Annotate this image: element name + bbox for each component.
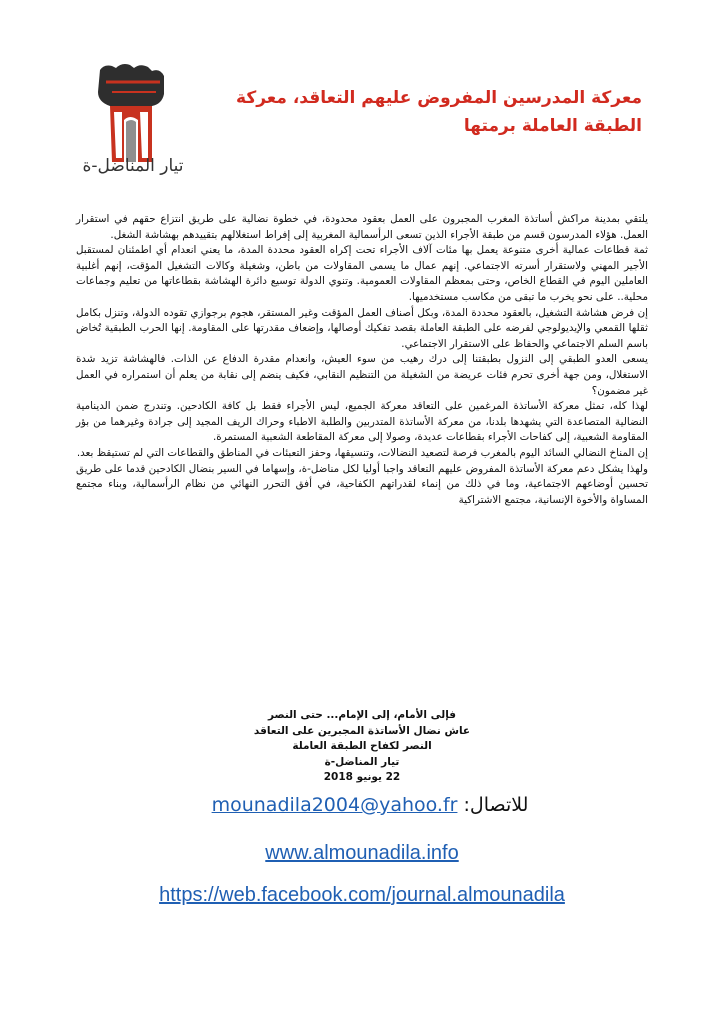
date: 22 يونيو 2018 (323, 771, 401, 783)
logo-caption: تيار المناضل-ة (82, 156, 184, 176)
paragraph: يلتقي بمدينة مراكش أساتذة المغرب المجبرون على العمل بعقود محدودة، في خطوة نضالية على طريق انتزاع حقهم في استقرار العمل. هؤلاء المدرسون قسم من طبقة الأجراء الذين تسعى الرأسمالية المغربية إلى إفراط استغلالهم بتقييدهم بهشاشة الشغل. (76, 213, 648, 241)
signature: تيار المناضل-ة (324, 755, 400, 768)
slogan-line: عاش نضال الأساتذة المجبرين على التعاقد (253, 724, 471, 737)
email-link[interactable]: mounadila2004@yahoo.fr (211, 794, 458, 816)
paragraph: إن فرض هشاشة التشغيل، بالعقود محددة المدة، وبكل أصناف العمل المؤقت وغير المستقر، هجوم برجوازي تقوده الدولة، وتنزل بكامل ثقلها القمعي والإيديولوجي لفرضه على الطبقة العاملة بقصد تفكيك أوصالها، وإضعاف مقدرتها على المقاومة. إنها الحرب الطبقية تُخاض باسم السلم الاجتماعي والحفاظ على الاستقرار الاجتماعي. (76, 306, 648, 350)
contact-label: للاتصال: (463, 794, 529, 816)
slogan-line: النصر لكفاح الطبقة العاملة (292, 740, 432, 752)
paragraph: لهذا كله، تمثل معركة الأساتذة المرغمين على التعاقد معركة الجميع، ليس الأجراء فقط بل كافة الكادحين. وتندرج ضمن الدينامية النضالية المتصاعدة التي يشهدها بلدنا، من معركة الأساتذة المتدربين والطلبة الاطباء وحراك الريف المجيد إلى جرادة وغيرهما من بؤر المقاومة الشعبية، إلى كفاحات الأجراء بقطاعات عديدة، وصولا إلى معركة المقاطعة الشعبية المستمرة. (76, 400, 648, 444)
page-title: معركة المدرسين المفروض عليهم التعاقد، معركة الطبقة العاملة برمتها (236, 88, 642, 136)
closing-slogans (200, 708, 524, 786)
slogan-line: فإلى الأمام، إلى الإمام... حتى النصر (267, 709, 457, 721)
paragraph: ولهذا يشكل دعم معركة الأساتذة المفروض عليهم التعاقد واجبا أوليا لكل مناضل-ة، وإسهاما في السير بنضال الكادحين قدما على طريق تحسين أوضاعهم الاجتماعية، وما في ذلك من إنماء لقدراتهم الكفاحية، في أفق التحرر النهائي من نظام الرأسمالية، وبناء مجتمع المساواة والأخوة الإنسانية، مجتمع الاشتراكية (76, 462, 648, 506)
contact-line (150, 794, 590, 816)
website-link[interactable]: www.almounadila.info (265, 842, 459, 864)
article-body (76, 212, 648, 508)
paragraph: إن المناخ النضالي السائد اليوم بالمغرب فرصة لتصعيد النضالات، وتنسيقها، وحفز التعبئات في المناطق والقطاعات التي لم تستيقظ بعد. (76, 446, 648, 459)
paragraph: يسعى العدو الطبقي إلى النزول بطبقتنا إلى درك رهيب من سوء العيش، وانعدام مقدرة الدفاع عن الذات. فالهشاشة تزيد شدة الاستغلال، ومن جهة أخرى تحرم فئات عريضة من الشغيلة من التنظيم النقابي، فكيف ينضم إلى نقابة من يعلم أن استمراره في العمل غير مضمون؟ (76, 353, 648, 397)
facebook-link[interactable]: https://web.facebook.com/journal.almounadila (159, 884, 565, 906)
paragraph: ثمة قطاعات عمالية أخرى متنوعة يعمل بها مئات آلاف الأجراء تحت إكراه العقود محددة المدة، ما يعني انعدام أي اطمئنان لمستقبل الأجير المهني ولاستقرار أسرته الاجتماعي. إنهم عمال ما يسمى المقاولات من باطن، وشغيلة وكالات التشغيل المؤقت، إنهم أغلبية العاملين اليوم في القطاع الخاص، وحتى بمعظم المقاولات العمومية. وتنوي الدولة توسيع دائرة الهشاشة بقطاعاتها من تعليم وجماعات محلية.. على نحو يخرب ما تبقى من مكاسب مستخدميها. (76, 244, 648, 303)
